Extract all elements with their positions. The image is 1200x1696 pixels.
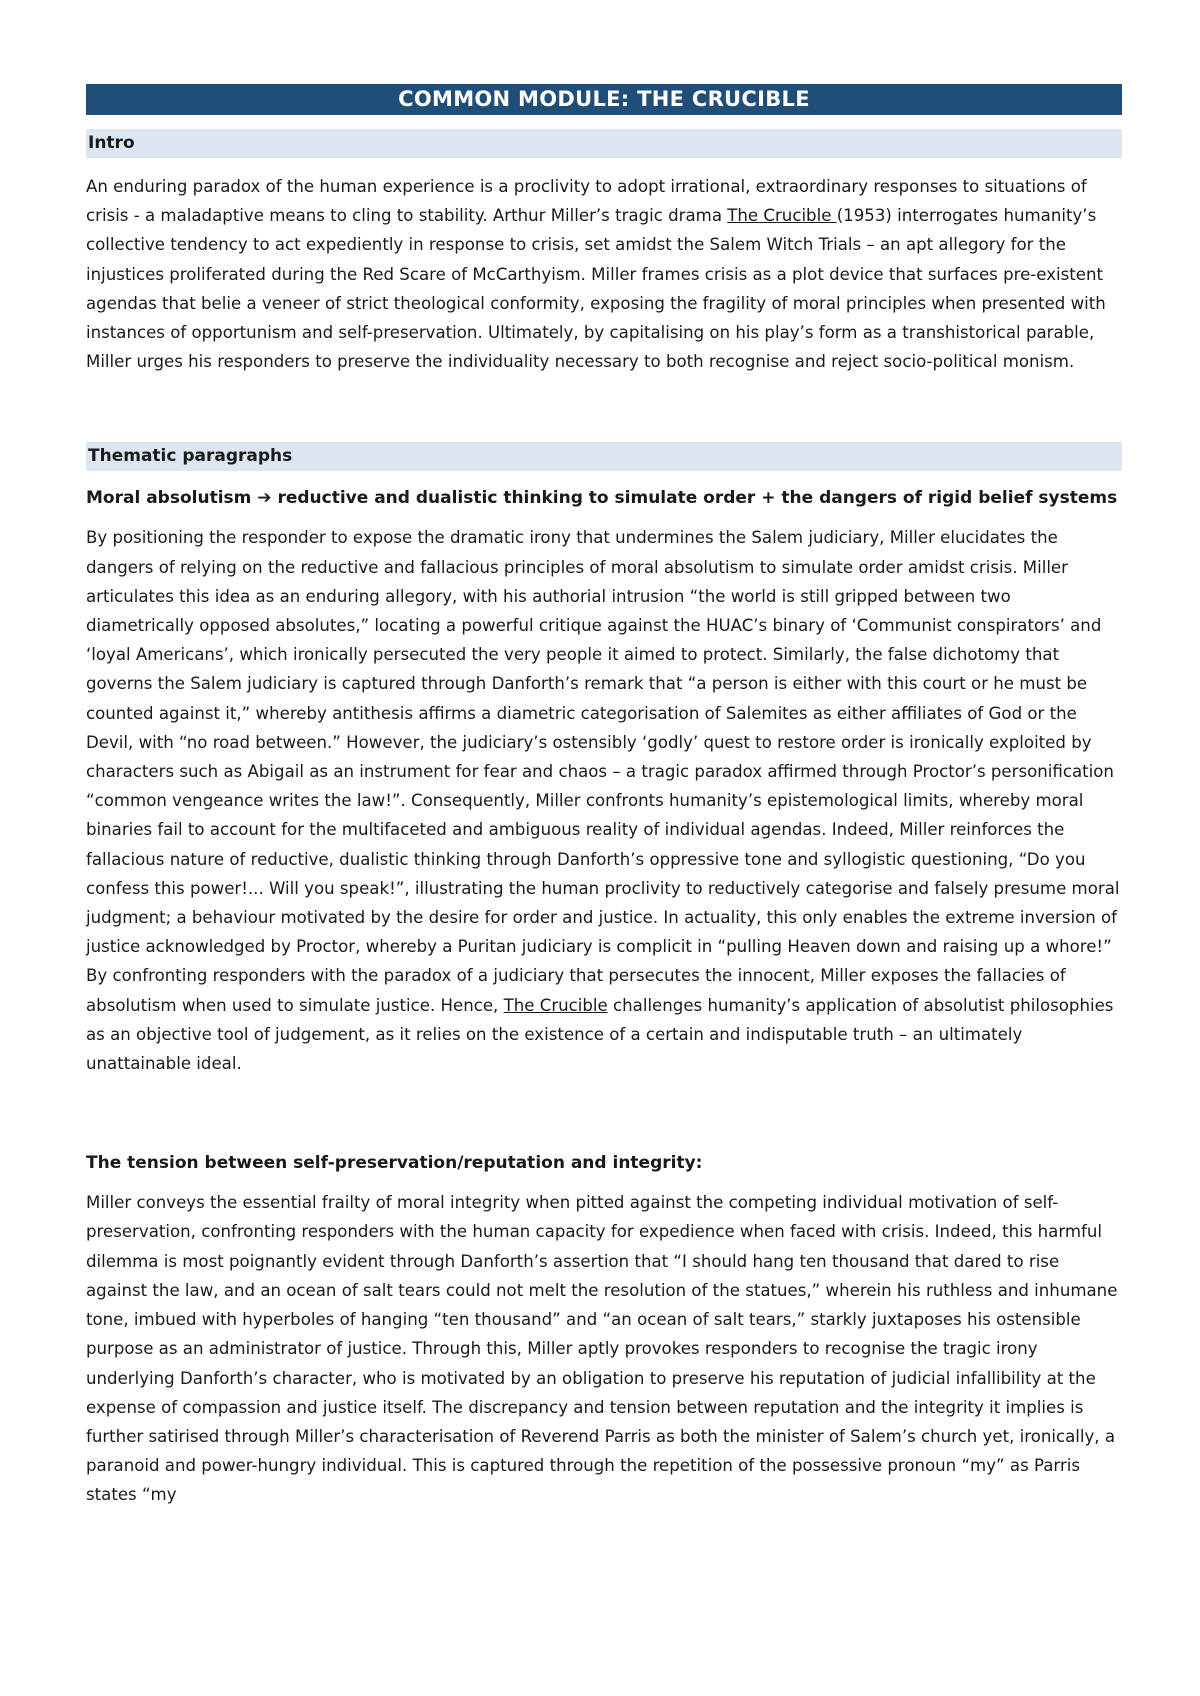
intro-play-title: The Crucible <box>727 206 837 226</box>
intro-paragraph <box>86 172 1122 376</box>
subheading-1-b: reductive and dualistic thinking to simulate order + the dangers of rigid belief systems <box>271 488 1118 509</box>
subheading-1-a: Moral absolutism <box>86 488 258 509</box>
para1-play-title: The Crucible <box>503 995 608 1015</box>
intro-text-b: (1953) interrogates humanity’s collective tendency to act expediently in response to crisis, set amidst the Salem Witch Trials – an apt allegory for the injustices proliferated during the Red Scare of McCarthyism. Miller frames crisis as a plot device that surfaces pre-existent agendas that belie a veneer of strict theological conformity, exposing the fragility of moral principles when presented with instances of opportunism and self-preservation. Ultimately, by capitalising on his play’s form as a transhistorical parable, Miller urges his responders to preserve the individuality necessary to both recognise and reject socio-political monism. <box>86 206 1106 372</box>
para1-text-a: By positioning the responder to expose the dramatic irony that undermines the Salem judiciary, Miller elucidates the dangers of relying on the reductive and fallacious principles of moral absolutism to simulate order amidst crisis. Miller articulates this idea as an enduring allegory, with his authorial intrusion “the world is still gripped between two diametrically opposed absolutes,” locating a powerful critique against the HUAC’s binary of ‘Communist conspirators’ and ‘loyal Americans’, which ironically persecuted the very people it aimed to protect. Similarly, the false dichotomy that governs the Salem judiciary is captured through Danforth’s remark that “a person is either with this court or he must be counted against it,” whereby antithesis affirms a diametric categorisation of Salemites as either affiliates of God or the Devil, with “no road between.” However, the judiciary’s ostensibly ‘godly’ quest to restore order is ironically exploited by characters such as Abigail as an instrument for fear and chaos – a tragic paradox affirmed through Proctor’s personification “common vengeance writes the law!”. Consequently, Miller confronts humanity’s epistemological limits, whereby moral binaries fail to account for the multifaceted and ambiguous reality of individual agendas. Indeed, Miller reinforces the fallacious nature of reductive, dualistic thinking through Danforth’s oppressive tone and syllogistic questioning, “Do you confess this power!... Will you speak!”, illustrating the human proclivity to reductively categorise and falsely presume moral judgment; a behaviour motivated by the desire for order and justice. In actuality, this only enables the extreme inversion of justice acknowledged by Proctor, whereby a Puritan judiciary is complicit in “pulling Heaven down and raising up a whore!” By confronting responders with the paradox of a judiciary that persecutes the innocent, Miller exposes the fallacies of absolutism when used to simulate justice. Hence, <box>86 528 1120 1015</box>
para1-text-b: challenges humanity’s application of absolutist philosophies as an objective tool of judgement, as it relies on the existence of a certain and indisputable truth – an ultimately unattainable ideal. <box>86 995 1114 1074</box>
arrow-icon: ➔ <box>257 488 272 509</box>
moral-absolutism-paragraph <box>86 523 1122 1078</box>
intro-heading: Intro <box>86 129 1122 158</box>
self-preservation-paragraph: Miller conveys the essential frailty of moral integrity when pitted against the competing individual motivation of self-preservation, confronting responders with the human capacity for expedience when faced with crisis. Indeed, this harmful dilemma is most poignantly evident through Danforth’s assertion that “I should hang ten thousand that dared to rise against the law, and an ocean of salt tears could not melt the resolution of the statues,” wherein his ruthless and inhumane tone, imbued with hyperboles of hanging “ten thousand” and “an ocean of salt tears,” starkly juxtaposes his ostensible purpose as an administrator of justice. Through this, Miller aptly provokes responders to recognise the tragic irony underlying Danforth’s character, who is motivated by an obligation to preserve his reputation of judicial infallibility at the expense of compassion and justice itself. The discrepancy and tension between reputation and the integrity it implies is further satirised through Miller’s characterisation of Reverend Parris as both the minister of Salem’s church yet, ironically, a paranoid and power-hungry individual. This is captured through the repetition of the possessive pronoun “my” as Parris states “my <box>86 1193 1118 1505</box>
document-page <box>86 84 1122 1510</box>
thematic-heading: Thematic paragraphs <box>86 442 1122 471</box>
intro-text-a: An enduring paradox of the human experience is a proclivity to adopt irrational, extraordinary responses to situations of crisis - a maladaptive means to cling to stability. Arthur Miller’s tragic drama <box>86 177 1087 226</box>
self-preservation-heading: The tension between self-preservation/reputation and integrity: <box>86 1153 703 1174</box>
document-title: COMMON MODULE: THE CRUCIBLE <box>86 84 1122 115</box>
moral-absolutism-heading <box>86 485 1122 511</box>
